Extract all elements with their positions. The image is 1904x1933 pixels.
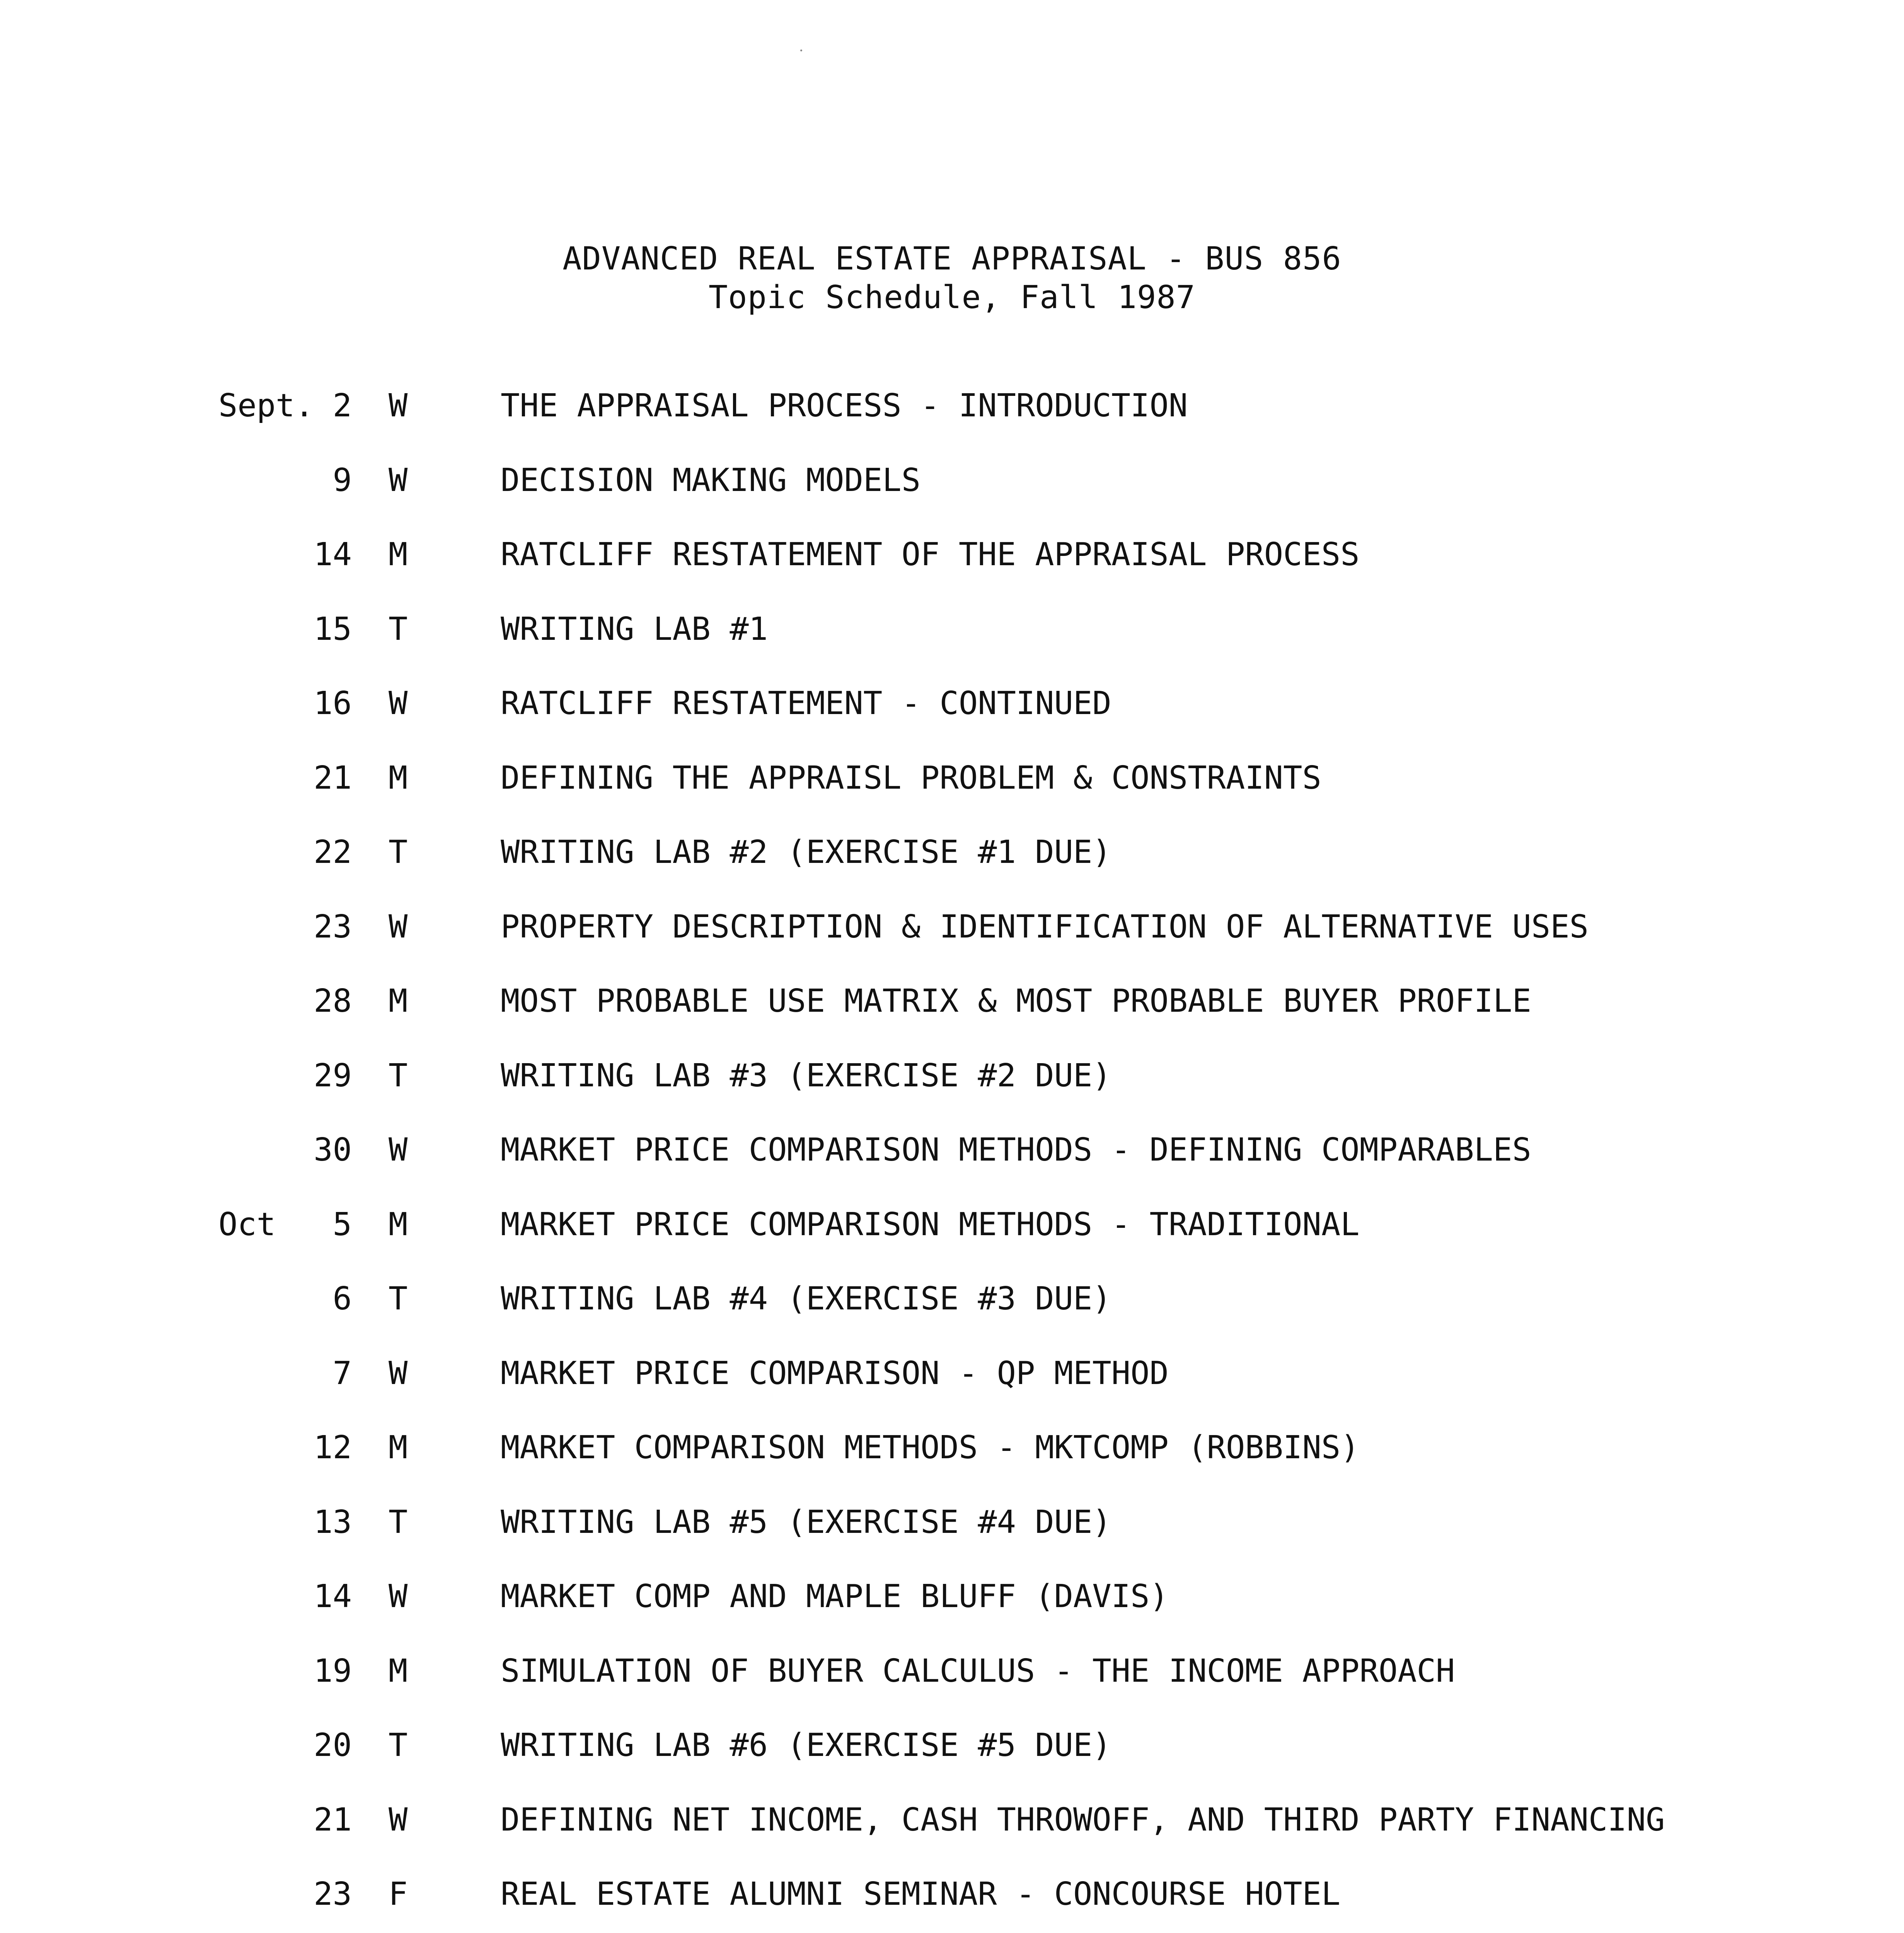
schedule-day: 9 <box>332 462 352 499</box>
schedule-row <box>0 833 1904 908</box>
schedule-topic: PROPERTY DESCRIPTION & IDENTIFICATION OF ALTERNATIVE USES <box>501 908 1589 945</box>
schedule-topic: MARKET PRICE COMPARISON METHODS - DEFINING COMPARABLES <box>501 1132 1531 1168</box>
schedule-row <box>0 1875 1904 1933</box>
schedule-weekday: W <box>389 1355 408 1392</box>
schedule-weekday: W <box>389 1801 408 1838</box>
schedule-day: 21 <box>314 1801 352 1838</box>
schedule-weekday: T <box>389 610 408 648</box>
schedule-topic: DEFINING NET INCOME, CASH THROWOFF, AND THIRD PARTY FINANCING <box>501 1801 1665 1838</box>
schedule-weekday: W <box>389 462 408 499</box>
schedule-row <box>0 684 1904 759</box>
schedule-row <box>0 1577 1904 1652</box>
schedule-row <box>0 1131 1904 1205</box>
document-header <box>0 240 1904 317</box>
schedule-weekday: W <box>389 908 408 945</box>
schedule-row <box>0 610 1904 685</box>
topic-schedule <box>0 387 1904 1933</box>
schedule-weekday: T <box>389 834 408 871</box>
schedule-row <box>0 908 1904 982</box>
schedule-weekday: M <box>389 1206 408 1243</box>
schedule-day: 23 <box>314 1876 352 1913</box>
schedule-day: 22 <box>314 834 352 871</box>
schedule-topic: THE APPRAISAL PROCESS - INTRODUCTION <box>501 387 1188 424</box>
schedule-topic: DECISION MAKING MODELS <box>501 462 921 499</box>
schedule-topic: WRITING LAB #1 <box>501 610 768 648</box>
schedule-day: 14 <box>314 1578 352 1615</box>
schedule-weekday: T <box>389 1727 408 1764</box>
schedule-weekday: T <box>389 1503 408 1541</box>
schedule-weekday: M <box>389 983 408 1019</box>
schedule-topic: WRITING LAB #5 (EXERCISE #4 DUE) <box>501 1503 1111 1541</box>
schedule-day: 19 <box>314 1652 352 1689</box>
schedule-row <box>0 1354 1904 1429</box>
schedule-day: 30 <box>314 1132 352 1168</box>
schedule-topic: MARKET COMPARISON METHODS - MKTCOMP (ROBBINS) <box>501 1429 1360 1466</box>
schedule-topic: WRITING LAB #3 (EXERCISE #2 DUE) <box>501 1057 1111 1094</box>
schedule-topic: MARKET COMP AND MAPLE BLUFF (DAVIS) <box>501 1578 1169 1615</box>
schedule-topic: SIMULATION OF BUYER CALCULUS - THE INCOME APPROACH <box>501 1652 1455 1689</box>
schedule-weekday: M <box>389 536 408 573</box>
schedule-day: 7 <box>332 1355 352 1392</box>
schedule-weekday: M <box>389 1652 408 1689</box>
schedule-weekday: W <box>389 387 408 424</box>
schedule-month: Oct <box>218 1206 276 1243</box>
schedule-weekday: M <box>389 759 408 796</box>
schedule-topic: DEFINING THE APPRAISL PROBLEM & CONSTRAINTS <box>501 759 1321 796</box>
schedule-day: 15 <box>314 610 352 648</box>
schedule-row <box>0 461 1904 536</box>
schedule-topic: WRITING LAB #4 (EXERCISE #3 DUE) <box>501 1280 1111 1317</box>
schedule-day: 2 <box>332 387 352 424</box>
schedule-topic: RATCLIFF RESTATEMENT OF THE APPRAISAL PROCESS <box>501 536 1360 573</box>
schedule-day: 23 <box>314 908 352 945</box>
schedule-day: 6 <box>332 1280 352 1317</box>
schedule-day: 13 <box>314 1503 352 1541</box>
schedule-row <box>0 1205 1904 1280</box>
schedule-weekday: T <box>389 1057 408 1094</box>
schedule-weekday: T <box>389 1280 408 1317</box>
schedule-topic: WRITING LAB #2 (EXERCISE #1 DUE) <box>501 834 1111 871</box>
schedule-day: 16 <box>314 685 352 722</box>
schedule-topic: MARKET PRICE COMPARISON - QP METHOD <box>501 1355 1169 1392</box>
schedule-day: 21 <box>314 759 352 796</box>
schedule-day: 12 <box>314 1429 352 1466</box>
schedule-topic: MARKET PRICE COMPARISON METHODS - TRADITIONAL <box>501 1206 1360 1243</box>
schedule-topic: REAL ESTATE ALUMNI SEMINAR - CONCOURSE HOTEL <box>501 1876 1341 1913</box>
schedule-row <box>0 535 1904 610</box>
schedule-weekday: M <box>389 1429 408 1466</box>
schedule-weekday: W <box>389 1578 408 1615</box>
schedule-day: 20 <box>314 1727 352 1764</box>
schedule-row <box>0 1503 1904 1578</box>
schedule-row <box>0 982 1904 1057</box>
schedule-row <box>0 1057 1904 1131</box>
schedule-row <box>0 1652 1904 1727</box>
schedule-day: 28 <box>314 983 352 1019</box>
schedule-row <box>0 387 1904 461</box>
schedule-row <box>0 1280 1904 1354</box>
schedule-topic: WRITING LAB #6 (EXERCISE #5 DUE) <box>501 1727 1111 1764</box>
schedule-subtitle: Topic Schedule, Fall 1987 <box>708 279 1196 316</box>
schedule-month: Sept. <box>218 387 314 424</box>
schedule-weekday: W <box>389 1132 408 1168</box>
course-title: ADVANCED REAL ESTATE APPRAISAL - BUS 856 <box>563 240 1341 277</box>
schedule-day: 5 <box>332 1206 352 1243</box>
schedule-topic: RATCLIFF RESTATEMENT - CONTINUED <box>501 685 1111 722</box>
schedule-day: 29 <box>314 1057 352 1094</box>
schedule-weekday: W <box>389 685 408 722</box>
schedule-topic: MOST PROBABLE USE MATRIX & MOST PROBABLE BUYER PROFILE <box>501 983 1531 1019</box>
schedule-row <box>0 1801 1904 1875</box>
schedule-weekday: F <box>389 1876 408 1913</box>
schedule-row <box>0 1726 1904 1801</box>
scan-speck <box>800 49 802 51</box>
schedule-row <box>0 759 1904 834</box>
schedule-row <box>0 1428 1904 1503</box>
schedule-day: 14 <box>314 536 352 573</box>
